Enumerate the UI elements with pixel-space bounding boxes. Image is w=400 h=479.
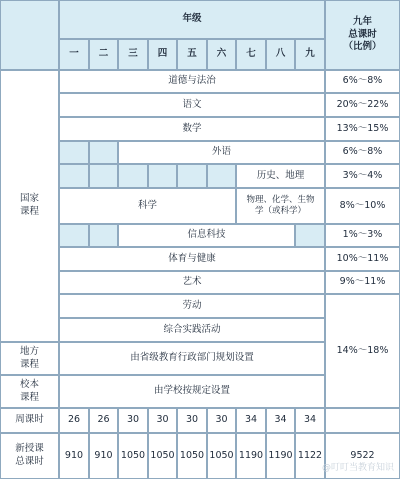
weekly-5: 30	[177, 408, 207, 433]
ratio-art: 9%～11%	[325, 271, 400, 294]
weekly-7: 34	[236, 408, 266, 433]
group-weekly: 周课时	[0, 408, 59, 433]
total-2: 910	[89, 433, 118, 479]
shaded-cell	[89, 224, 118, 247]
weekly-6: 30	[207, 408, 236, 433]
total-5: 1050	[177, 433, 207, 479]
ratio-history-geo: 3%～4%	[325, 164, 400, 188]
shaded-cell	[59, 164, 89, 188]
local-text: 由省级教育行政部门规划设置	[59, 342, 325, 375]
total-3: 1050	[118, 433, 148, 479]
weekly-blank	[325, 408, 400, 433]
shaded-cell	[148, 164, 177, 188]
ratio-chinese: 20%～22%	[325, 93, 400, 117]
total-title: 九年 总课时 （比例）	[325, 0, 400, 70]
grade-header: 年级	[59, 0, 325, 39]
shaded-cell	[59, 224, 89, 247]
ratio-science: 8%～10%	[325, 188, 400, 224]
shaded-cell	[89, 141, 118, 164]
group-total: 新授课 总课时	[0, 433, 59, 479]
grade-3: 三	[118, 39, 148, 70]
subject-phys-chem-bio: 物理、化学、生物 学（或科学）	[236, 188, 325, 224]
subject-history-geo: 历史、地理	[236, 164, 325, 188]
total-4: 1050	[148, 433, 177, 479]
group-local: 地方 课程	[0, 342, 59, 375]
grade-1: 一	[59, 39, 89, 70]
grade-5: 五	[177, 39, 207, 70]
group-school: 校本 课程	[0, 375, 59, 408]
ratio-flexible: 14%～18%	[325, 294, 400, 408]
weekly-4: 30	[148, 408, 177, 433]
shaded-cell	[207, 164, 236, 188]
weekly-3: 30	[118, 408, 148, 433]
ratio-pe: 10%～11%	[325, 247, 400, 271]
school-text: 由学校按规定设置	[59, 375, 325, 408]
subject-labor: 劳动	[59, 294, 325, 318]
watermark: @叮叮当教育知识	[321, 463, 394, 473]
shaded-cell	[89, 164, 118, 188]
grade-2: 二	[89, 39, 118, 70]
grade-8: 八	[266, 39, 295, 70]
subject-morality: 道德与法治	[59, 70, 325, 93]
grade-7: 七	[236, 39, 266, 70]
subject-pe: 体育与健康	[59, 247, 325, 271]
total-6: 1050	[207, 433, 236, 479]
subject-practice: 综合实践活动	[59, 318, 325, 342]
subject-foreign: 外语	[118, 141, 325, 164]
shaded-cell	[59, 141, 89, 164]
subject-art: 艺术	[59, 271, 325, 294]
shaded-cell	[295, 224, 325, 247]
shaded-cell	[177, 164, 207, 188]
weekly-8: 34	[266, 408, 295, 433]
ratio-it: 1%～3%	[325, 224, 400, 247]
subject-math: 数学	[59, 117, 325, 141]
grade-9: 九	[295, 39, 325, 70]
subject-chinese: 语文	[59, 93, 325, 117]
ratio-foreign: 6%～8%	[325, 141, 400, 164]
grade-6: 六	[207, 39, 236, 70]
subject-science: 科学	[59, 188, 236, 224]
weekly-2: 26	[89, 408, 118, 433]
header-corner	[0, 0, 59, 70]
ratio-math: 13%～15%	[325, 117, 400, 141]
shaded-cell	[118, 164, 148, 188]
grade-4: 四	[148, 39, 177, 70]
ratio-morality: 6%～8%	[325, 70, 400, 93]
group-national: 国家 课程	[0, 70, 59, 342]
total-9: 1122	[295, 433, 325, 479]
total-1: 910	[59, 433, 89, 479]
subject-it: 信息科技	[118, 224, 295, 247]
total-sum: 9522	[325, 433, 400, 479]
weekly-9: 34	[295, 408, 325, 433]
total-8: 1190	[266, 433, 295, 479]
total-7: 1190	[236, 433, 266, 479]
weekly-1: 26	[59, 408, 89, 433]
